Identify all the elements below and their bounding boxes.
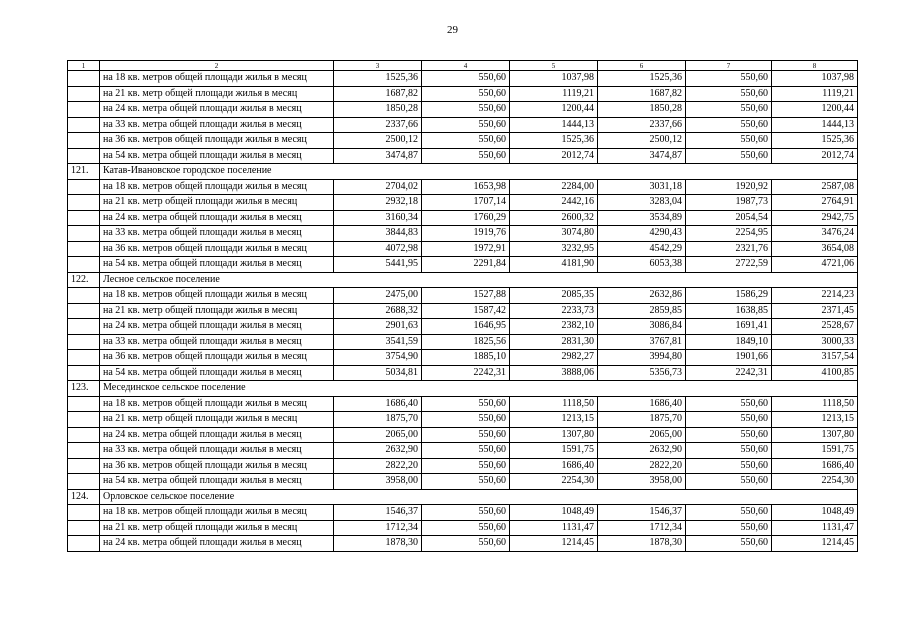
table-row [68,520,858,536]
value-cell: 1214,45 [510,536,598,552]
row-index [68,319,100,335]
table-row [68,350,858,366]
value-cell: 3888,06 [510,365,598,381]
value-cell: 1987,73 [686,195,772,211]
value-cell: 1687,82 [598,86,686,102]
value-cell: 2528,67 [772,319,858,335]
value-cell: 2688,32 [334,303,422,319]
value-cell: 2371,45 [772,303,858,319]
value-cell: 1131,47 [772,520,858,536]
value-cell: 3534,89 [598,210,686,226]
value-cell: 2982,27 [510,350,598,366]
column-header: 1 [68,61,100,71]
value-cell: 1214,45 [772,536,858,552]
row-index [68,505,100,521]
value-cell: 1525,36 [334,71,422,87]
value-cell: 2012,74 [510,148,598,164]
row-label: на 24 кв. метра общей площади жилья в месяц [100,319,334,335]
row-index [68,396,100,412]
value-cell: 2284,00 [510,179,598,195]
value-cell: 550,60 [686,133,772,149]
value-cell: 1850,28 [334,102,422,118]
value-cell: 2085,35 [510,288,598,304]
row-index [68,133,100,149]
value-cell: 1638,85 [686,303,772,319]
value-cell: 1686,40 [510,458,598,474]
value-cell: 2442,16 [510,195,598,211]
section-title: Орловское сельское поселение [100,489,858,505]
table-row [68,303,858,319]
value-cell: 550,60 [686,458,772,474]
table-row [68,241,858,257]
value-cell: 1119,21 [772,86,858,102]
column-number-header [68,61,858,71]
value-cell: 3958,00 [334,474,422,490]
value-cell: 1213,15 [772,412,858,428]
value-cell: 2254,95 [686,226,772,242]
value-cell: 5441,95 [334,257,422,273]
table-row [68,288,858,304]
row-label: на 54 кв. метра общей площади жилья в месяц [100,474,334,490]
row-index [68,334,100,350]
value-cell: 2632,90 [598,443,686,459]
value-cell: 2012,74 [772,148,858,164]
value-cell: 1920,92 [686,179,772,195]
value-cell: 1118,50 [510,396,598,412]
value-cell: 1691,41 [686,319,772,335]
value-cell: 550,60 [422,505,510,521]
row-label: на 21 кв. метр общей площади жилья в месяц [100,86,334,102]
section-row [68,489,858,505]
table-row [68,71,858,87]
value-cell: 550,60 [422,458,510,474]
value-cell: 1118,50 [772,396,858,412]
value-cell: 2321,76 [686,241,772,257]
row-label: на 33 кв. метра общей площади жилья в месяц [100,334,334,350]
value-cell: 1878,30 [334,536,422,552]
value-cell: 2822,20 [598,458,686,474]
table-body [68,71,858,552]
row-label: на 36 кв. метров общей площади жилья в месяц [100,241,334,257]
value-cell: 2632,86 [598,288,686,304]
row-label: на 21 кв. метр общей площади жилья в месяц [100,520,334,536]
row-label: на 33 кв. метра общей площади жилья в месяц [100,443,334,459]
row-label: на 21 кв. метр общей площади жилья в месяц [100,303,334,319]
value-cell: 4072,98 [334,241,422,257]
table-row [68,86,858,102]
table-row [68,102,858,118]
column-header: 5 [510,61,598,71]
value-cell: 1686,40 [334,396,422,412]
value-cell: 5034,81 [334,365,422,381]
value-cell: 1646,95 [422,319,510,335]
value-cell: 2291,84 [422,257,510,273]
value-cell: 1037,98 [772,71,858,87]
value-cell: 2242,31 [422,365,510,381]
value-cell: 1586,29 [686,288,772,304]
value-cell: 1546,37 [334,505,422,521]
value-cell: 1444,13 [510,117,598,133]
row-label: на 24 кв. метра общей площади жилья в месяц [100,536,334,552]
value-cell: 550,60 [686,536,772,552]
value-cell: 1213,15 [510,412,598,428]
row-label: на 54 кв. метра общей площади жилья в месяц [100,148,334,164]
value-cell: 2214,23 [772,288,858,304]
value-cell: 2065,00 [598,427,686,443]
value-cell: 1591,75 [772,443,858,459]
row-index: 122. [68,272,100,288]
column-header: 2 [100,61,334,71]
value-cell: 3754,90 [334,350,422,366]
value-cell: 2901,63 [334,319,422,335]
value-cell: 1712,34 [598,520,686,536]
value-cell: 1587,42 [422,303,510,319]
row-index [68,179,100,195]
value-cell: 550,60 [686,427,772,443]
value-cell: 1901,66 [686,350,772,366]
page-number: 29 [447,24,458,36]
row-label: на 18 кв. метров общей площади жилья в месяц [100,179,334,195]
value-cell: 2831,30 [510,334,598,350]
row-label: на 21 кв. метр общей площади жилья в месяц [100,412,334,428]
row-index [68,86,100,102]
value-cell: 550,60 [422,536,510,552]
row-index [68,102,100,118]
value-cell: 550,60 [422,443,510,459]
value-cell: 1707,14 [422,195,510,211]
value-cell: 550,60 [422,520,510,536]
tariff-table [67,60,858,552]
value-cell: 3474,87 [334,148,422,164]
value-cell: 550,60 [422,427,510,443]
table-row [68,474,858,490]
row-index [68,288,100,304]
row-index [68,350,100,366]
row-index: 124. [68,489,100,505]
column-header: 8 [772,61,858,71]
table-row [68,195,858,211]
value-cell: 2500,12 [598,133,686,149]
value-cell: 550,60 [422,412,510,428]
table-row [68,505,858,521]
row-label: на 24 кв. метра общей площади жилья в месяц [100,210,334,226]
section-row [68,164,858,180]
value-cell: 550,60 [422,117,510,133]
value-cell: 2722,59 [686,257,772,273]
value-cell: 1048,49 [772,505,858,521]
row-label: на 54 кв. метра общей площади жилья в месяц [100,365,334,381]
row-label: на 18 кв. метров общей площади жилья в месяц [100,396,334,412]
row-index [68,226,100,242]
row-label: на 33 кв. метра общей площади жилья в месяц [100,226,334,242]
value-cell: 2337,66 [598,117,686,133]
table-row [68,179,858,195]
table-row [68,117,858,133]
row-index [68,71,100,87]
value-cell: 2065,00 [334,427,422,443]
value-cell: 550,60 [686,412,772,428]
value-cell: 1048,49 [510,505,598,521]
value-cell: 3994,80 [598,350,686,366]
value-cell: 3958,00 [598,474,686,490]
row-index [68,257,100,273]
value-cell: 550,60 [422,71,510,87]
value-cell: 2942,75 [772,210,858,226]
row-index [68,117,100,133]
value-cell: 2233,73 [510,303,598,319]
value-cell: 2764,91 [772,195,858,211]
value-cell: 1712,34 [334,520,422,536]
row-index [68,427,100,443]
value-cell: 1546,37 [598,505,686,521]
value-cell: 3844,83 [334,226,422,242]
value-cell: 1825,56 [422,334,510,350]
table-row [68,427,858,443]
value-cell: 2632,90 [334,443,422,459]
row-label: на 18 кв. метров общей площади жилья в месяц [100,71,334,87]
value-cell: 3232,95 [510,241,598,257]
section-title: Месединское сельское поселение [100,381,858,397]
column-header: 6 [598,61,686,71]
table-row [68,319,858,335]
value-cell: 2382,10 [510,319,598,335]
row-index [68,195,100,211]
value-cell: 1307,80 [510,427,598,443]
row-label: на 18 кв. метров общей площади жилья в месяц [100,288,334,304]
table-row [68,396,858,412]
value-cell: 3160,34 [334,210,422,226]
value-cell: 2932,18 [334,195,422,211]
table-row [68,133,858,149]
row-index [68,474,100,490]
value-cell: 550,60 [422,133,510,149]
value-cell: 1972,91 [422,241,510,257]
table-row [68,443,858,459]
row-label: на 36 кв. метров общей площади жилья в месяц [100,458,334,474]
value-cell: 1200,44 [510,102,598,118]
table-row [68,226,858,242]
row-index [68,303,100,319]
value-cell: 1525,36 [772,133,858,149]
value-cell: 550,60 [686,443,772,459]
column-header: 4 [422,61,510,71]
value-cell: 3086,84 [598,319,686,335]
value-cell: 2587,08 [772,179,858,195]
table-row [68,412,858,428]
value-cell: 4181,90 [510,257,598,273]
value-cell: 6053,38 [598,257,686,273]
value-cell: 550,60 [686,474,772,490]
value-cell: 550,60 [686,86,772,102]
value-cell: 550,60 [686,148,772,164]
table-row [68,334,858,350]
section-title: Лесное сельское поселение [100,272,858,288]
value-cell: 3654,08 [772,241,858,257]
value-cell: 3031,18 [598,179,686,195]
value-cell: 1037,98 [510,71,598,87]
row-index [68,412,100,428]
row-label: на 36 кв. метров общей площади жилья в месяц [100,350,334,366]
value-cell: 3474,87 [598,148,686,164]
row-index [68,520,100,536]
value-cell: 2254,30 [510,474,598,490]
value-cell: 4100,85 [772,365,858,381]
section-row [68,381,858,397]
table-row [68,257,858,273]
value-cell: 550,60 [686,520,772,536]
value-cell: 2475,00 [334,288,422,304]
value-cell: 2600,32 [510,210,598,226]
value-cell: 3000,33 [772,334,858,350]
table-row [68,458,858,474]
value-cell: 1525,36 [510,133,598,149]
value-cell: 1200,44 [772,102,858,118]
value-cell: 550,60 [422,86,510,102]
row-label: на 21 кв. метр общей площади жилья в месяц [100,195,334,211]
value-cell: 3074,80 [510,226,598,242]
value-cell: 1919,76 [422,226,510,242]
value-cell: 1687,82 [334,86,422,102]
value-cell: 2242,31 [686,365,772,381]
row-index [68,443,100,459]
value-cell: 1444,13 [772,117,858,133]
row-index [68,458,100,474]
value-cell: 3283,04 [598,195,686,211]
table-row [68,210,858,226]
row-index [68,365,100,381]
value-cell: 1850,28 [598,102,686,118]
value-cell: 1653,98 [422,179,510,195]
value-cell: 1525,36 [598,71,686,87]
row-index: 123. [68,381,100,397]
value-cell: 1119,21 [510,86,598,102]
value-cell: 1527,88 [422,288,510,304]
value-cell: 550,60 [422,474,510,490]
table-row [68,536,858,552]
row-label: на 18 кв. метров общей площади жилья в месяц [100,505,334,521]
row-index [68,536,100,552]
value-cell: 550,60 [686,505,772,521]
section-row [68,272,858,288]
row-label: на 36 кв. метров общей площади жилья в месяц [100,133,334,149]
value-cell: 1686,40 [772,458,858,474]
row-index [68,210,100,226]
row-label: на 33 кв. метра общей площади жилья в месяц [100,117,334,133]
value-cell: 550,60 [422,148,510,164]
value-cell: 1686,40 [598,396,686,412]
table-row [68,365,858,381]
value-cell: 2254,30 [772,474,858,490]
value-cell: 2500,12 [334,133,422,149]
value-cell: 2054,54 [686,210,772,226]
row-index [68,241,100,257]
value-cell: 550,60 [422,102,510,118]
table-row [68,148,858,164]
value-cell: 2704,02 [334,179,422,195]
value-cell: 3767,81 [598,334,686,350]
row-label: на 24 кв. метра общей площади жилья в месяц [100,102,334,118]
value-cell: 2859,85 [598,303,686,319]
value-cell: 550,60 [686,117,772,133]
section-title: Катав-Ивановское городское поселение [100,164,858,180]
value-cell: 1591,75 [510,443,598,459]
column-header: 7 [686,61,772,71]
value-cell: 1875,70 [334,412,422,428]
value-cell: 4721,06 [772,257,858,273]
value-cell: 3541,59 [334,334,422,350]
row-index: 121. [68,164,100,180]
value-cell: 1885,10 [422,350,510,366]
value-cell: 1875,70 [598,412,686,428]
value-cell: 5356,73 [598,365,686,381]
value-cell: 550,60 [422,396,510,412]
value-cell: 2822,20 [334,458,422,474]
row-index [68,148,100,164]
row-label: на 54 кв. метра общей площади жилья в месяц [100,257,334,273]
value-cell: 550,60 [686,102,772,118]
value-cell: 4290,43 [598,226,686,242]
value-cell: 1849,10 [686,334,772,350]
value-cell: 3157,54 [772,350,858,366]
column-header: 3 [334,61,422,71]
value-cell: 1760,29 [422,210,510,226]
value-cell: 3476,24 [772,226,858,242]
value-cell: 2337,66 [334,117,422,133]
value-cell: 1307,80 [772,427,858,443]
value-cell: 1131,47 [510,520,598,536]
value-cell: 550,60 [686,396,772,412]
value-cell: 550,60 [686,71,772,87]
value-cell: 1878,30 [598,536,686,552]
row-label: на 24 кв. метра общей площади жилья в месяц [100,427,334,443]
value-cell: 4542,29 [598,241,686,257]
